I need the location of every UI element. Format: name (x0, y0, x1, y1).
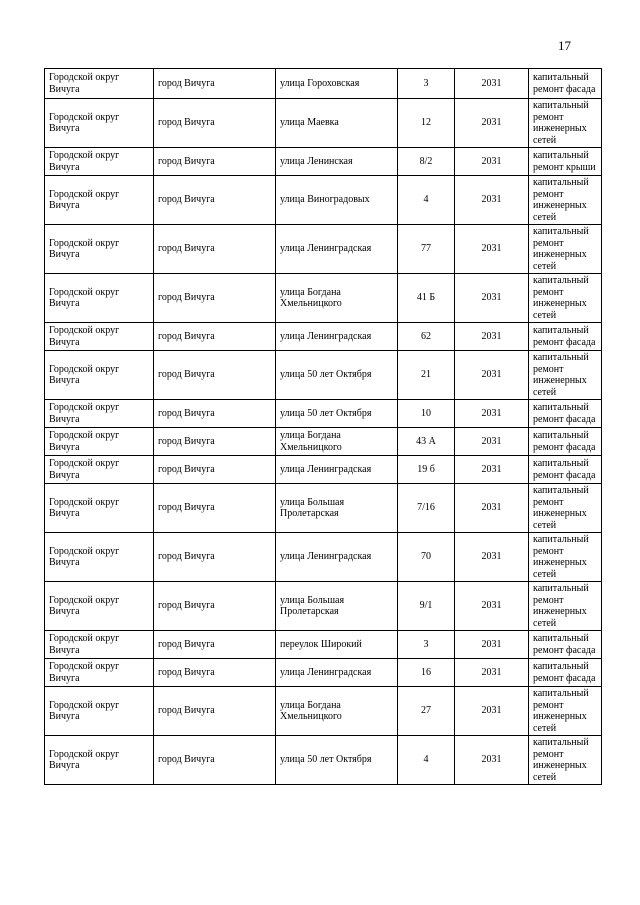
cell-street: улица 50 лет Октября (276, 351, 398, 400)
cell-house-number: 19 б (398, 456, 455, 484)
cell-street: улица 50 лет Октября (276, 736, 398, 785)
cell-house-number: 9/1 (398, 582, 455, 631)
cell-year: 2031 (455, 484, 529, 533)
cell-settlement: город Вичуга (154, 400, 276, 428)
cell-street: переулок Широкий (276, 631, 398, 659)
cell-municipality: Городской округ Вичуга (45, 659, 154, 687)
table-row (45, 456, 602, 484)
cell-municipality: Городской округ Вичуга (45, 323, 154, 351)
cell-year: 2031 (455, 631, 529, 659)
cell-work-type: капитальный ремонт фасада (529, 659, 602, 687)
table-row (45, 274, 602, 323)
table-row (45, 400, 602, 428)
cell-house-number: 3 (398, 69, 455, 99)
cell-work-type: капитальный ремонт инженерных сетей (529, 99, 602, 148)
cell-work-type: капитальный ремонт инженерных сетей (529, 736, 602, 785)
cell-work-type: капитальный ремонт инженерных сетей (529, 484, 602, 533)
cell-settlement: город Вичуга (154, 274, 276, 323)
cell-year: 2031 (455, 176, 529, 225)
cell-house-number: 4 (398, 176, 455, 225)
cell-house-number: 27 (398, 687, 455, 736)
cell-municipality: Городской округ Вичуга (45, 484, 154, 533)
cell-work-type: капитальный ремонт фасада (529, 400, 602, 428)
cell-settlement: город Вичуга (154, 69, 276, 99)
cell-municipality: Городской округ Вичуга (45, 533, 154, 582)
cell-year: 2031 (455, 533, 529, 582)
cell-work-type: капитальный ремонт фасада (529, 428, 602, 456)
cell-municipality: Городской округ Вичуга (45, 582, 154, 631)
cell-work-type: капитальный ремонт фасада (529, 323, 602, 351)
cell-street: улица Гороховская (276, 69, 398, 99)
cell-street: улица Ленинградская (276, 533, 398, 582)
page-number: 17 (558, 38, 571, 53)
cell-year: 2031 (455, 99, 529, 148)
cell-settlement: город Вичуга (154, 428, 276, 456)
cell-settlement: город Вичуга (154, 533, 276, 582)
cell-street: улица Большая Пролетарская (276, 484, 398, 533)
cell-municipality: Городской округ Вичуга (45, 428, 154, 456)
table-row (45, 351, 602, 400)
table-row (45, 323, 602, 351)
cell-work-type: капитальный ремонт инженерных сетей (529, 274, 602, 323)
cell-house-number: 7/16 (398, 484, 455, 533)
cell-settlement: город Вичуга (154, 176, 276, 225)
table-row (45, 99, 602, 148)
table-row (45, 176, 602, 225)
cell-municipality: Городской округ Вичуга (45, 456, 154, 484)
cell-year: 2031 (455, 687, 529, 736)
cell-house-number: 41 Б (398, 274, 455, 323)
table-row (45, 148, 602, 176)
cell-house-number: 10 (398, 400, 455, 428)
cell-street: улица Ленинградская (276, 323, 398, 351)
cell-municipality: Городской округ Вичуга (45, 148, 154, 176)
table-body (45, 69, 602, 785)
cell-settlement: город Вичуга (154, 582, 276, 631)
cell-street: улица Ленинградская (276, 659, 398, 687)
cell-municipality: Городской округ Вичуга (45, 687, 154, 736)
cell-work-type: капитальный ремонт фасада (529, 631, 602, 659)
cell-municipality: Городской округ Вичуга (45, 736, 154, 785)
cell-settlement: город Вичуга (154, 736, 276, 785)
cell-municipality: Городской округ Вичуга (45, 631, 154, 659)
cell-settlement: город Вичуга (154, 631, 276, 659)
cell-municipality: Городской округ Вичуга (45, 274, 154, 323)
table-row (45, 533, 602, 582)
cell-municipality: Городской округ Вичуга (45, 99, 154, 148)
cell-year: 2031 (455, 323, 529, 351)
cell-settlement: город Вичуга (154, 99, 276, 148)
cell-house-number: 3 (398, 631, 455, 659)
table-row (45, 659, 602, 687)
cell-work-type: капитальный ремонт инженерных сетей (529, 687, 602, 736)
cell-house-number: 21 (398, 351, 455, 400)
table-row (45, 687, 602, 736)
cell-street: улица Ленинская (276, 148, 398, 176)
cell-year: 2031 (455, 351, 529, 400)
cell-municipality: Городской округ Вичуга (45, 69, 154, 99)
cell-street: улица Богдана Хмельницкого (276, 274, 398, 323)
cell-work-type: капитальный ремонт инженерных сетей (529, 176, 602, 225)
cell-house-number: 12 (398, 99, 455, 148)
cell-work-type: капитальный ремонт инженерных сетей (529, 351, 602, 400)
cell-settlement: город Вичуга (154, 225, 276, 274)
cell-work-type: капитальный ремонт крыши (529, 148, 602, 176)
cell-house-number: 43 А (398, 428, 455, 456)
cell-house-number: 4 (398, 736, 455, 785)
cell-settlement: город Вичуга (154, 456, 276, 484)
cell-house-number: 8/2 (398, 148, 455, 176)
cell-year: 2031 (455, 225, 529, 274)
cell-year: 2031 (455, 69, 529, 99)
cell-street: улица 50 лет Октября (276, 400, 398, 428)
cell-municipality: Городской округ Вичуга (45, 351, 154, 400)
cell-street: улица Богдана Хмельницкого (276, 687, 398, 736)
table-row (45, 69, 602, 99)
cell-settlement: город Вичуга (154, 687, 276, 736)
cell-year: 2031 (455, 736, 529, 785)
cell-street: улица Богдана Хмельницкого (276, 428, 398, 456)
cell-house-number: 77 (398, 225, 455, 274)
cell-year: 2031 (455, 274, 529, 323)
cell-street: улица Маевка (276, 99, 398, 148)
cell-year: 2031 (455, 582, 529, 631)
table-row (45, 484, 602, 533)
cell-street: улица Ленинградская (276, 456, 398, 484)
cell-work-type: капитальный ремонт инженерных сетей (529, 582, 602, 631)
table-row (45, 225, 602, 274)
cell-settlement: город Вичуга (154, 323, 276, 351)
cell-house-number: 70 (398, 533, 455, 582)
cell-year: 2031 (455, 456, 529, 484)
cell-work-type: капитальный ремонт фасада (529, 69, 602, 99)
table-row (45, 428, 602, 456)
cell-work-type: капитальный ремонт фасада (529, 456, 602, 484)
table-row (45, 582, 602, 631)
cell-street: улица Ленинградская (276, 225, 398, 274)
cell-municipality: Городской округ Вичуга (45, 225, 154, 274)
cell-house-number: 62 (398, 323, 455, 351)
table-row (45, 631, 602, 659)
cell-municipality: Городской округ Вичуга (45, 400, 154, 428)
cell-year: 2031 (455, 659, 529, 687)
cell-settlement: город Вичуга (154, 148, 276, 176)
cell-settlement: город Вичуга (154, 659, 276, 687)
cell-street: улица Виноградовых (276, 176, 398, 225)
cell-work-type: капитальный ремонт инженерных сетей (529, 533, 602, 582)
cell-settlement: город Вичуга (154, 484, 276, 533)
cell-work-type: капитальный ремонт инженерных сетей (529, 225, 602, 274)
cell-year: 2031 (455, 428, 529, 456)
cell-street: улица Большая Пролетарская (276, 582, 398, 631)
cell-house-number: 16 (398, 659, 455, 687)
cell-year: 2031 (455, 400, 529, 428)
cell-settlement: город Вичуга (154, 351, 276, 400)
table-row (45, 736, 602, 785)
repair-schedule-table (44, 68, 602, 785)
cell-year: 2031 (455, 148, 529, 176)
cell-municipality: Городской округ Вичуга (45, 176, 154, 225)
